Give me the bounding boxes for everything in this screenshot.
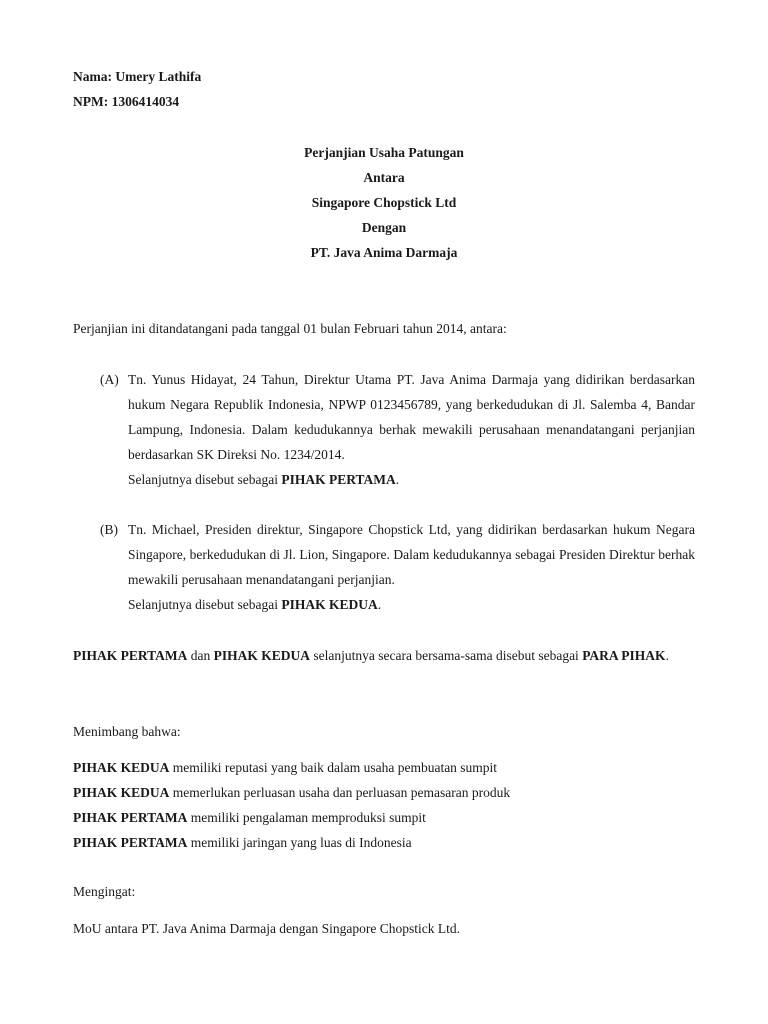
menimbang-item-party: PIHAK KEDUA	[73, 760, 170, 775]
party-b-closing-prefix: Selanjutnya disebut sebagai	[128, 597, 282, 612]
menimbang-item-text: memerlukan perluasan usaha dan perluasan pemasaran produk	[169, 785, 511, 800]
para-pihak-mid-1: dan	[187, 648, 214, 663]
menimbang-item-text: memiliki pengalaman memproduksi sumpit	[187, 810, 426, 825]
nama-value: Umery Lathifa	[115, 69, 202, 84]
party-a-designation: PIHAK PERTAMA	[281, 472, 396, 487]
author-npm-line	[73, 94, 201, 110]
menimbang-item	[73, 830, 412, 855]
mengingat-text: MoU antara PT. Java Anima Darmaja dengan Singapore Chopstick Ltd.	[73, 921, 461, 936]
menimbang-item-text: memiliki jaringan yang luas di Indonesia	[187, 835, 412, 850]
menimbang-item	[73, 780, 510, 805]
party-a-closing-prefix: Selanjutnya disebut sebagai	[128, 472, 282, 487]
para-pihak-paragraph	[73, 643, 695, 668]
menimbang-item-party: PIHAK KEDUA	[73, 785, 170, 800]
document-title	[0, 145, 768, 270]
party-b-label: (B)	[100, 522, 118, 537]
menimbang-item	[73, 755, 497, 780]
para-pihak-bold-2: PIHAK KEDUA	[213, 648, 311, 663]
title-line-3: Singapore Chopstick Ltd	[311, 195, 457, 210]
title-line-1: Perjanjian Usaha Patungan	[304, 145, 464, 160]
party-a-text: Tn. Yunus Hidayat, 24 Tahun, Direktur Utama PT. Java Anima Darmaja yang didirikan berdasarkan hukum Negara Republik Indonesia, NPWP 0123456789, yang berkedudukan di Jl. Salemba 4, Bandar Lampung, Indonesia. Dalam kedudukannya berhak mewakili perusahaan menandatangani perjanjian berdasarkan SK Direksi No. 1234/2014.	[128, 372, 695, 462]
author-name-line	[73, 69, 201, 85]
title-line-5: PT. Java Anima Darmaja	[310, 245, 458, 260]
menimbang-item-party: PIHAK PERTAMA	[73, 835, 188, 850]
menimbang-item	[73, 805, 426, 830]
party-a-closing-suffix: .	[395, 472, 400, 487]
para-pihak-bold-1: PIHAK PERTAMA	[73, 648, 188, 663]
para-pihak-bold-3: PARA PIHAK	[582, 648, 666, 663]
party-a-label: (A)	[100, 372, 119, 387]
title-line-2: Antara	[363, 170, 405, 185]
npm-value: 1306414034	[111, 94, 180, 109]
menimbang-item-text: memiliki reputasi yang baik dalam usaha pembuatan sumpit	[169, 760, 498, 775]
title-line-4: Dengan	[361, 220, 407, 235]
party-b-closing-suffix: .	[377, 597, 382, 612]
author-info	[73, 69, 201, 119]
menimbang-heading: Menimbang bahwa:	[73, 724, 181, 739]
intro-paragraph: Perjanjian ini ditandatangani pada tanggal 01 bulan Februari tahun 2014, antara:	[73, 321, 507, 336]
para-pihak-mid-2: selanjutnya secara bersama-sama disebut sebagai	[310, 648, 583, 663]
party-b-paragraph	[128, 517, 695, 617]
party-a-paragraph	[128, 367, 695, 492]
npm-label: NPM:	[73, 94, 109, 109]
nama-label: Nama:	[73, 69, 112, 84]
party-b-text: Tn. Michael, Presiden direktur, Singapore Chopstick Ltd, yang didirikan berdasarkan hukum Negara Singapore, berkedudukan di Jl. Lion, Singapore. Dalam kedudukannya sebagai Presiden Direktur berhak mewakili perusahaan menandatangani perjanjian.	[128, 522, 695, 587]
menimbang-item-party: PIHAK PERTAMA	[73, 810, 188, 825]
mengingat-heading: Mengingat:	[73, 884, 136, 899]
para-pihak-end: .	[665, 648, 669, 663]
party-b-designation: PIHAK KEDUA	[281, 597, 378, 612]
